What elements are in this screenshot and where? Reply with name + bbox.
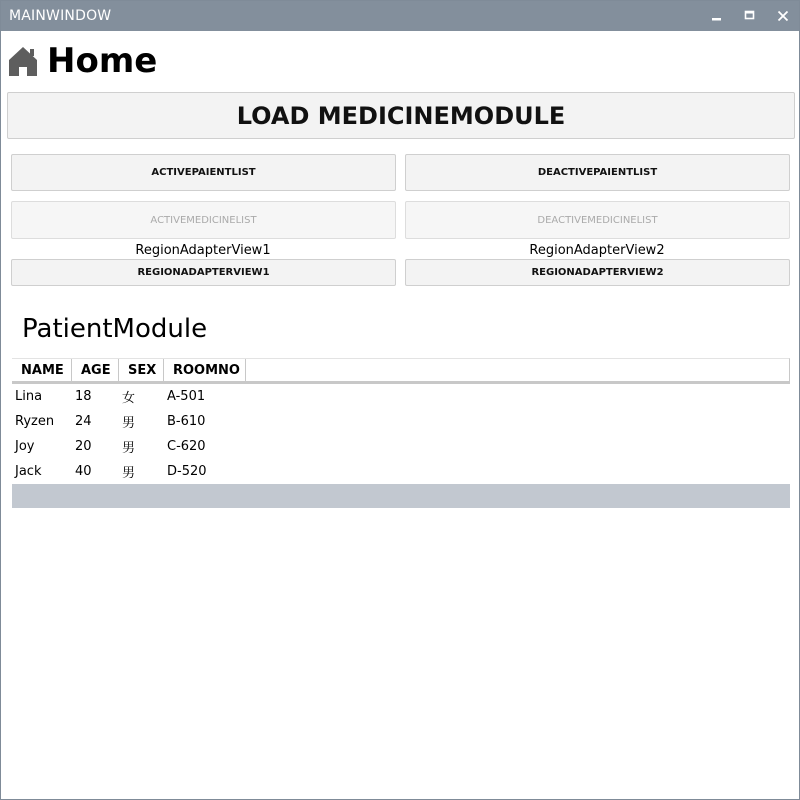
column-header-sex[interactable]: SEX: [119, 359, 164, 381]
cell-name: Jack: [15, 464, 42, 479]
cell-roomno: A-501: [167, 389, 206, 404]
maximize-button[interactable]: [733, 1, 766, 31]
patient-table[interactable]: [12, 358, 790, 508]
cell-age: 18: [75, 389, 92, 404]
cell-sex: 男: [122, 466, 136, 481]
column-header-roomno[interactable]: ROOMNO: [164, 359, 246, 381]
region-adapter-view1-button[interactable]: REGIONADAPTERVIEW1: [11, 259, 396, 286]
window-controls: [700, 1, 799, 31]
column-header-age[interactable]: AGE: [72, 359, 119, 381]
maximize-icon: [744, 10, 756, 22]
region-adapter-view2-button[interactable]: REGIONADAPTERVIEW2: [405, 259, 790, 286]
close-button[interactable]: [766, 1, 799, 31]
deactive-patient-list-button[interactable]: DEACTIVEPAIENTLIST: [405, 154, 790, 191]
load-medicine-module-button[interactable]: LOAD MEDICINEMODULE: [7, 92, 795, 139]
cell-sex: 男: [122, 416, 136, 431]
cell-age: 20: [75, 439, 92, 454]
region-adapter-view2-label: RegionAdapterView2: [529, 243, 665, 258]
table-row[interactable]: [12, 434, 790, 459]
page-header: [7, 41, 157, 81]
minimize-icon: [711, 10, 723, 22]
cell-name: Ryzen: [15, 414, 55, 429]
close-icon: [777, 10, 789, 22]
deactive-medicine-list-button[interactable]: DEACTIVEMEDICINELIST: [405, 201, 790, 239]
patient-module-title: PatientModule: [22, 314, 208, 344]
cell-roomno: C-620: [167, 439, 206, 454]
column-header-filler: [246, 359, 789, 381]
table-new-row-placeholder[interactable]: [12, 484, 790, 508]
cell-roomno: D-520: [167, 464, 207, 479]
cell-sex: 女: [122, 391, 136, 406]
cell-age: 24: [75, 414, 92, 429]
active-medicine-list-button[interactable]: ACTIVEMEDICINELIST: [11, 201, 396, 239]
column-header-name[interactable]: NAME: [12, 359, 72, 381]
table-row[interactable]: [12, 409, 790, 434]
cell-roomno: B-610: [167, 414, 206, 429]
window-title: MAINWINDOW: [9, 8, 112, 24]
cell-name: Lina: [15, 389, 43, 404]
region-adapter-view1-label: RegionAdapterView1: [135, 243, 271, 258]
table-header: [12, 358, 790, 384]
page-title: Home: [47, 41, 158, 81]
minimize-button[interactable]: [700, 1, 733, 31]
cell-name: Joy: [15, 439, 35, 454]
table-row[interactable]: [12, 459, 790, 484]
cell-age: 40: [75, 464, 92, 479]
active-patient-list-button[interactable]: ACTIVEPAIENTLIST: [11, 154, 396, 191]
table-row[interactable]: [12, 384, 790, 409]
cell-sex: 男: [122, 441, 136, 456]
title-bar[interactable]: [1, 1, 799, 31]
home-icon: [7, 45, 39, 77]
